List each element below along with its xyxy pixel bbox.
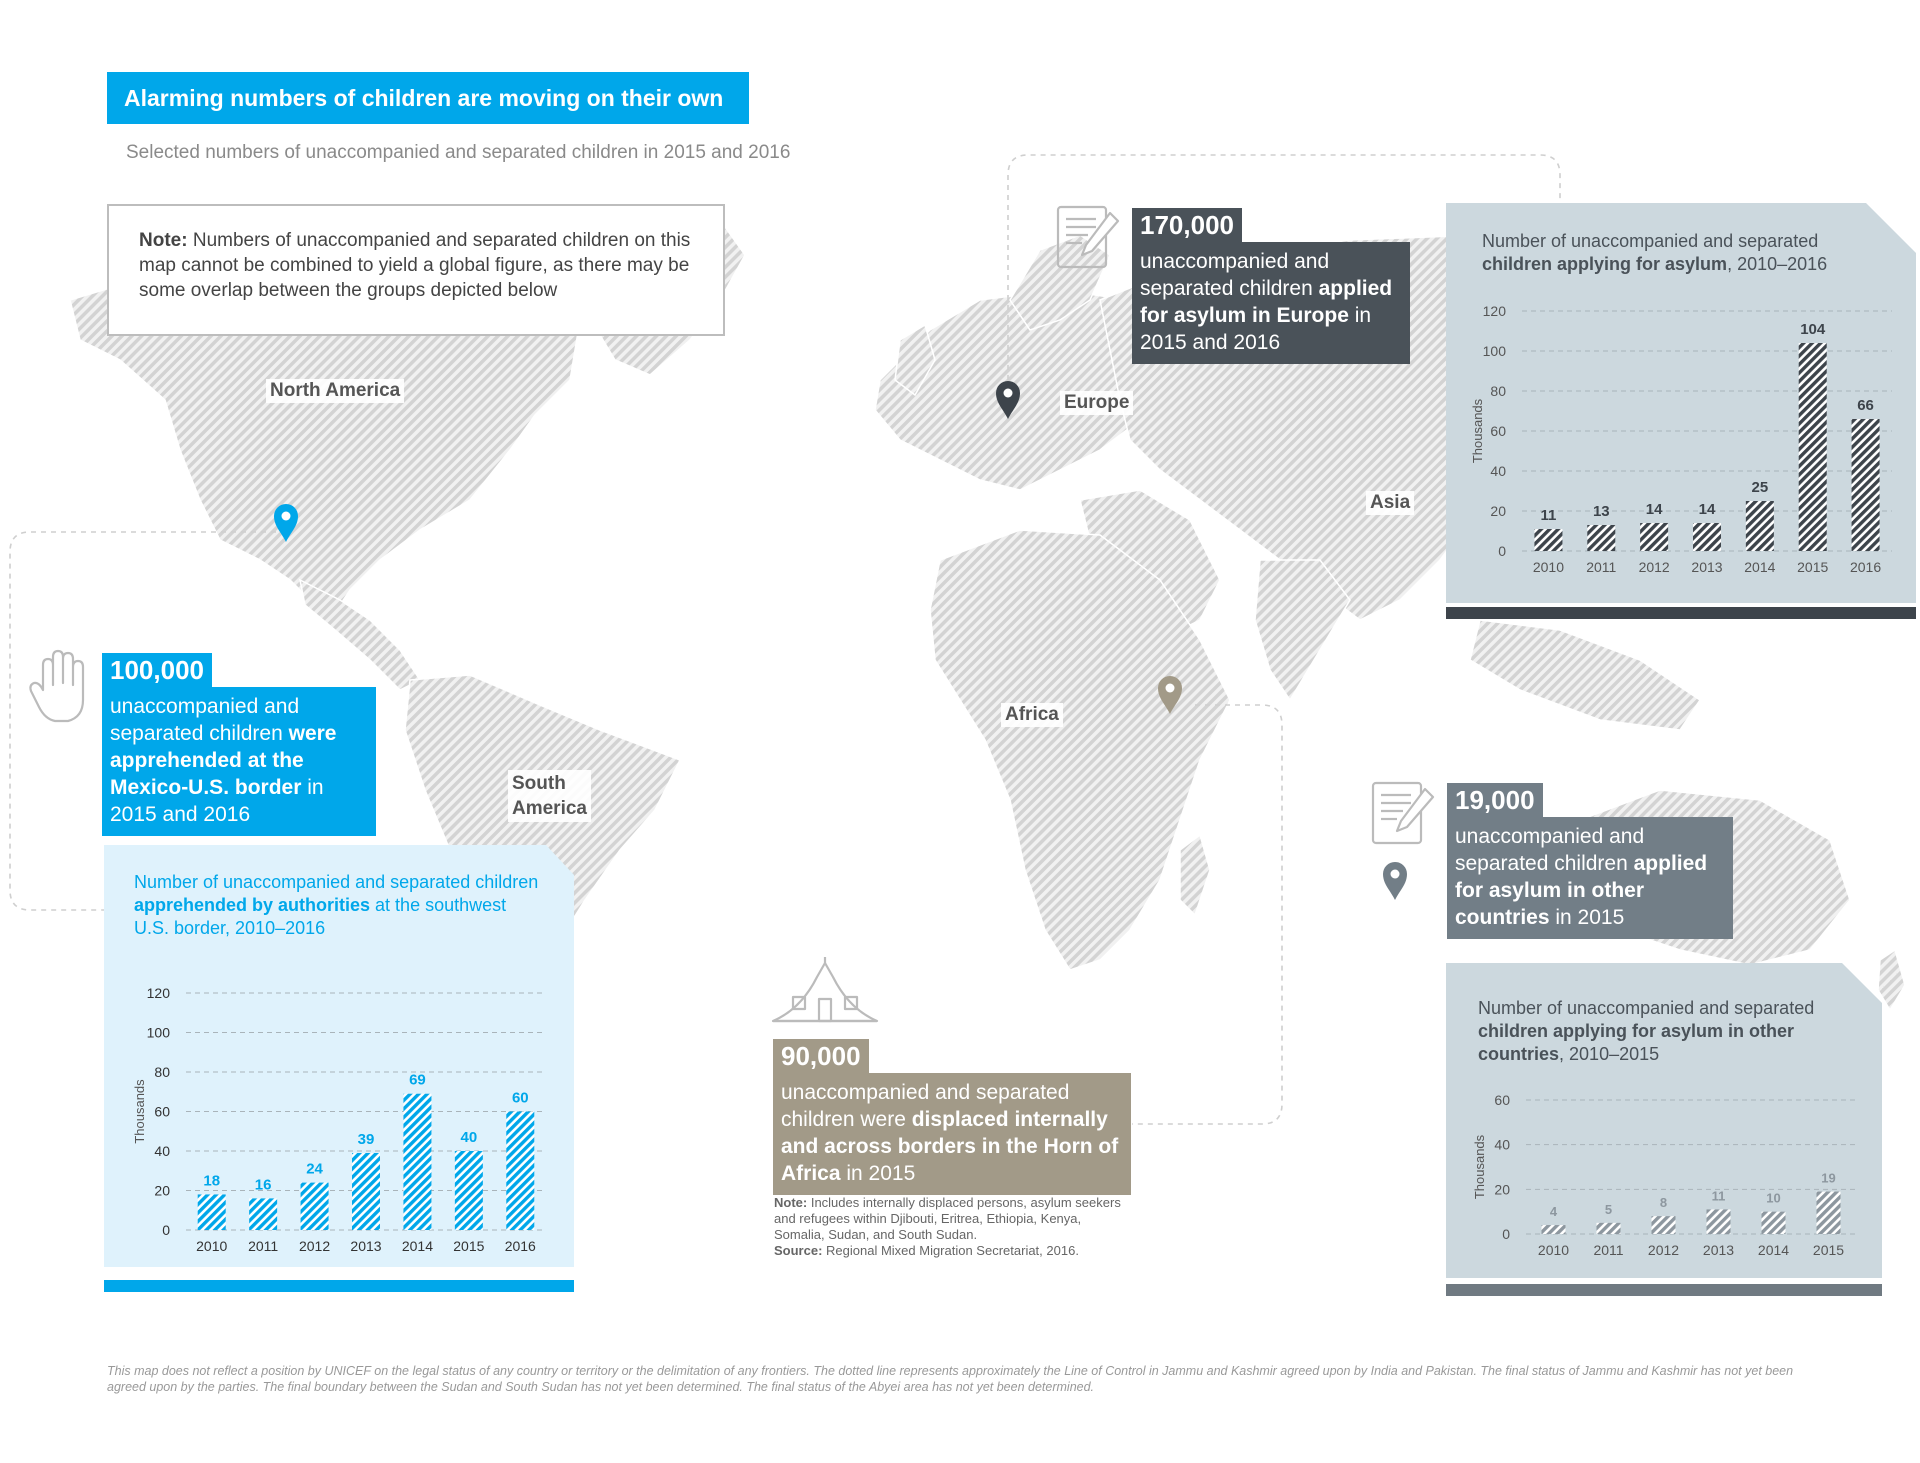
bar-value-label: 18 — [203, 1172, 221, 1190]
x-tick-label: 2011 — [1593, 1242, 1624, 1258]
x-tick-label: 2010 — [1537, 1242, 1570, 1258]
horn-note-label: Note: — [774, 1195, 808, 1210]
callout-horn-text-1: unaccompanied and separated children were — [781, 1081, 1070, 1131]
bar — [1542, 1225, 1566, 1234]
bar — [352, 1153, 380, 1230]
callout-other-description — [1447, 817, 1733, 939]
callout-horn-text-2: in 2015 — [840, 1162, 916, 1185]
y-tick-label: 60 — [1490, 423, 1506, 439]
bar-value-label: 66 — [1857, 397, 1874, 414]
bar-value-label: 8 — [1659, 1195, 1668, 1211]
panel-us-border-chart — [104, 845, 574, 1292]
hand-icon — [30, 651, 83, 721]
bar — [1534, 529, 1562, 551]
x-tick-label: 2013 — [1691, 559, 1723, 575]
y-axis-label: Thousands — [1470, 398, 1485, 464]
x-tick-label: 2015 — [453, 1238, 485, 1254]
callout-europe-text-1: unaccompanied and separated children — [1140, 250, 1330, 300]
callout-mexico-border — [102, 653, 376, 836]
x-tick-label: 2011 — [248, 1238, 279, 1254]
panel-us-title — [134, 871, 544, 940]
callout-horn-figure: 90,000 — [773, 1039, 869, 1073]
callout-mexico-text-1: unaccompanied and separated children — [110, 695, 300, 745]
panel-us-title-2: at the southwest U.S. border, 2010–2016 — [134, 895, 507, 938]
callout-europe-text-2: in 2015 and 2016 — [1140, 304, 1372, 354]
bar — [301, 1183, 329, 1230]
tent-icon — [773, 957, 877, 1021]
india-shape — [1255, 560, 1350, 700]
callout-other-text-1: unaccompanied and separated children — [1455, 825, 1645, 875]
callout-europe-bold: applied for asylum in Europe — [1140, 277, 1393, 327]
bar — [1707, 1209, 1731, 1234]
bar-value-label: 10 — [1766, 1190, 1781, 1206]
chart-other-countries — [1446, 1088, 1882, 1288]
note-text: Numbers of unaccompanied and separated children on this map cannot be combined to yield a global figure, as there may be some overlap between the groups depicted below — [139, 230, 691, 301]
new-zealand-shape — [1878, 950, 1905, 1010]
x-tick-label: 2014 — [1757, 1242, 1790, 1258]
bar-value-label: 25 — [1751, 479, 1769, 496]
panel-us-title-1: Number of unaccompanied and separated children — [134, 872, 539, 892]
note-label: Note: — [139, 230, 188, 251]
y-tick-label: 40 — [1490, 463, 1506, 479]
bar — [1640, 523, 1668, 551]
region-label-africa: Africa — [1001, 703, 1063, 727]
y-tick-label: 40 — [154, 1143, 170, 1159]
x-tick-label: 2013 — [350, 1238, 382, 1254]
y-tick-label: 100 — [1482, 343, 1506, 359]
pin-other-countries — [1383, 862, 1407, 900]
x-tick-label: 2015 — [1797, 559, 1829, 575]
panel-other-title-bold: children applying for asylum in other countries — [1478, 1021, 1795, 1064]
y-tick-label: 40 — [1494, 1136, 1510, 1153]
callout-other-countries — [1447, 783, 1733, 939]
x-tick-label: 2012 — [1647, 1242, 1680, 1258]
horn-note — [774, 1195, 1124, 1259]
y-tick-label: 80 — [1490, 383, 1506, 399]
region-label-asia: Asia — [1366, 491, 1414, 515]
callout-mexico-text-2: in 2015 and 2016 — [110, 776, 324, 826]
y-tick-label: 80 — [154, 1064, 170, 1080]
callout-mexico-bold: were apprehended at the Mexico-U.S. border — [110, 722, 337, 799]
region-label-south-america — [508, 770, 591, 822]
bar — [1652, 1216, 1676, 1234]
panel-other-title-2: , 2010–2015 — [1559, 1044, 1660, 1064]
bar — [1799, 343, 1827, 551]
bar-value-label: 40 — [460, 1129, 478, 1146]
page-subtitle: Selected numbers of unaccompanied and separated children in 2015 and 2016 — [126, 142, 791, 163]
x-tick-label: 2010 — [196, 1238, 228, 1254]
horn-source-text: Regional Mixed Migration Secretariat, 2016. — [822, 1243, 1079, 1258]
panel-other-title — [1478, 997, 1868, 1066]
panel-europe-chart — [1446, 203, 1916, 623]
bar-value-label: 39 — [357, 1130, 375, 1148]
bar — [1852, 419, 1880, 551]
y-tick-label: 120 — [146, 985, 170, 1001]
panel-other-chart — [1446, 963, 1882, 1298]
callout-other-figure: 19,000 — [1447, 783, 1543, 817]
y-tick-label: 0 — [1502, 1226, 1510, 1242]
bar-value-label: 13 — [1592, 503, 1610, 520]
callout-other-bold: applied for asylum in other countries — [1455, 852, 1708, 929]
horn-source-label: Source: — [774, 1243, 823, 1258]
callout-europe-figure: 170,000 — [1132, 208, 1242, 242]
bar — [403, 1094, 431, 1230]
panel-europe-title-2: , 2010–2016 — [1727, 254, 1828, 274]
y-tick-label: 0 — [162, 1222, 170, 1238]
bar-value-label: 104 — [1800, 321, 1826, 338]
callout-europe-description — [1132, 242, 1410, 364]
bar-value-label: 16 — [254, 1176, 272, 1194]
bar — [506, 1112, 534, 1231]
x-tick-label: 2014 — [401, 1238, 434, 1254]
y-tick-label: 60 — [154, 1103, 170, 1120]
bar-value-label: 14 — [1698, 501, 1716, 518]
y-tick-label: 20 — [1490, 503, 1506, 519]
bar-value-label: 4 — [1549, 1204, 1558, 1220]
bar-value-label: 5 — [1604, 1201, 1613, 1217]
chart-us-border — [104, 965, 574, 1265]
chart-europe — [1446, 291, 1916, 591]
y-tick-label: 60 — [1494, 1092, 1510, 1108]
x-tick-label: 2010 — [1532, 559, 1565, 575]
x-tick-label: 2015 — [1812, 1242, 1845, 1258]
bar-value-label: 24 — [306, 1160, 323, 1178]
bar — [1597, 1223, 1621, 1234]
y-axis-label: Thousands — [1472, 1134, 1487, 1200]
bar — [1746, 501, 1774, 551]
bar — [1693, 523, 1721, 551]
callout-other-text-2: in 2015 — [1549, 906, 1625, 929]
region-label-south: South — [512, 773, 566, 794]
region-label-europe: Europe — [1060, 391, 1133, 415]
y-tick-label: 20 — [1494, 1181, 1510, 1198]
x-tick-label: 2012 — [1638, 559, 1670, 575]
bar-value-label: 14 — [1645, 501, 1663, 518]
horn-note-text: Includes internally displaced persons, asylum seekers and refugees within Djibouti, Eritrea, Ethiopia, Kenya, Somalia, Sudan, and South Sudan. — [774, 1195, 1121, 1242]
x-tick-label: 2013 — [1702, 1242, 1735, 1258]
bar-value-label: 60 — [511, 1089, 529, 1107]
bar-value-label: 11 — [1711, 1188, 1726, 1204]
x-tick-label: 2011 — [1586, 559, 1617, 575]
southeast-asia-shape — [1470, 620, 1700, 730]
bar — [1587, 525, 1615, 551]
callout-europe — [1132, 208, 1410, 364]
note-box — [107, 204, 725, 336]
callout-mexico-figure: 100,000 — [102, 653, 212, 687]
bar — [198, 1194, 226, 1230]
panel-us-title-bold: apprehended by authorities — [134, 895, 371, 915]
bar — [1817, 1192, 1841, 1234]
panel-europe-title-bold: children applying for asylum — [1482, 254, 1728, 274]
document-pen-icon-other — [1373, 783, 1433, 843]
madagascar-shape — [1180, 835, 1210, 915]
panel-europe-title — [1482, 230, 1882, 276]
disclaimer: This map does not reflect a position by UNICEF on the legal status of any country or territory or the delimitation of any frontiers. The dotted line represents approximately the Line of Control in Jammu and Kashmir agreed upon by India and Pakistan. The final status of Jammu and Kashmir has not yet been agreed upon by the parties. The final boundary between the Sudan and South Sudan has not yet been determined. The final status of the Abyei area has not yet been determined. — [107, 1364, 1794, 1394]
page-title: Alarming numbers of children are moving on their own — [107, 72, 749, 124]
callout-horn-of-africa — [773, 1039, 1131, 1195]
y-tick-label: 120 — [1482, 303, 1506, 319]
bar — [249, 1198, 277, 1230]
y-axis-label: Thousands — [132, 1079, 147, 1144]
y-tick-label: 100 — [146, 1024, 170, 1041]
region-label-america: America — [512, 798, 587, 819]
bar-value-label: 69 — [409, 1071, 426, 1089]
panel-europe-title-1: Number of unaccompanied and separated — [1482, 231, 1819, 251]
x-tick-label: 2014 — [1744, 559, 1776, 575]
x-tick-label: 2012 — [298, 1238, 331, 1254]
callout-mexico-description — [102, 687, 376, 836]
bar-value-label: 11 — [1540, 507, 1557, 524]
callout-horn-description — [773, 1073, 1131, 1195]
x-tick-label: 2016 — [504, 1238, 536, 1254]
y-tick-label: 0 — [1498, 543, 1506, 559]
bar-value-label: 19 — [1821, 1170, 1836, 1186]
region-label-north-america: North America — [266, 379, 404, 403]
bar — [1762, 1212, 1786, 1234]
x-tick-label: 2016 — [1849, 559, 1882, 575]
panel-other-title-1: Number of unaccompanied and separated — [1478, 998, 1815, 1018]
callout-horn-bold: displaced internally and across borders in the Horn of Africa — [781, 1108, 1119, 1185]
bar — [455, 1151, 483, 1230]
y-tick-label: 20 — [154, 1182, 170, 1199]
